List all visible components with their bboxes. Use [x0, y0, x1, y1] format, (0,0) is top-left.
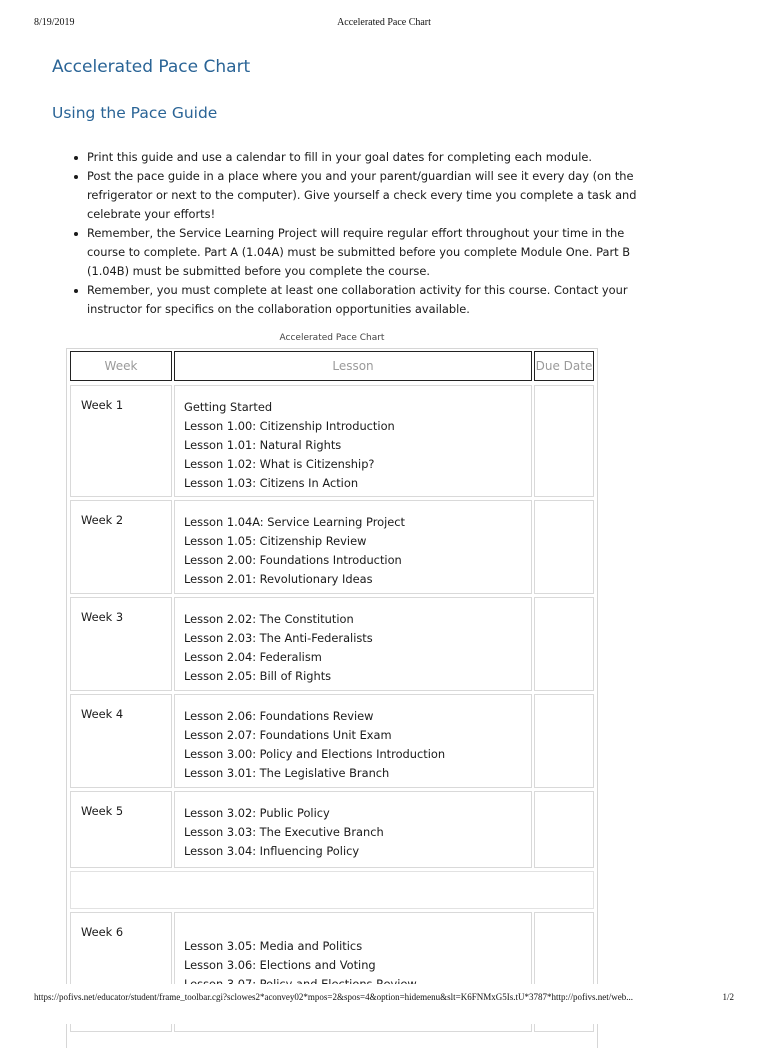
- page-number: 1/2: [722, 992, 734, 1002]
- lesson-item: Lesson 2.00: Foundations Introduction: [184, 553, 402, 567]
- lesson-item: Lesson 3.03: The Executive Branch: [184, 825, 384, 839]
- bullet-item: Remember, the Service Learning Project will require regular effort throughout your time in the course to complete. Part A (1.04A) must be submitted before you complete Module One. Part B (1.04B) must be submitted before you complete the course.: [87, 224, 657, 281]
- print-title: Accelerated Pace Chart: [337, 17, 431, 28]
- lesson-item: Lesson 3.01: The Legislative Branch: [184, 766, 390, 780]
- lessons-cell: [174, 791, 532, 868]
- week-cell: Week 1: [70, 385, 172, 497]
- lesson-item: Lesson 2.02: The Constitution: [184, 612, 354, 626]
- due-date-cell: [534, 694, 594, 788]
- week-cell: Week 4: [70, 694, 172, 788]
- due-date-cell: [534, 500, 594, 594]
- section-title: Using the Pace Guide: [52, 104, 218, 122]
- table-row: [67, 385, 597, 497]
- bullet-item: Print this guide and use a calendar to fill in your goal dates for completing each module.: [87, 148, 657, 167]
- pace-chart-table: [66, 348, 598, 1048]
- table-row: [67, 500, 597, 594]
- print-header: [34, 17, 734, 31]
- week-cell: Week 3: [70, 597, 172, 691]
- lesson-item: Lesson 1.05: Citizenship Review: [184, 534, 367, 548]
- lesson-item: Lesson 2.04: Federalism: [184, 650, 322, 664]
- lesson-item: Lesson 2.07: Foundations Unit Exam: [184, 728, 392, 742]
- lesson-item: Lesson 2.03: The Anti-Federalists: [184, 631, 373, 645]
- header-week: Week: [70, 351, 172, 381]
- lesson-item: Lesson 1.03: Citizens In Action: [184, 476, 359, 490]
- header-due-date: Due Date: [534, 351, 594, 381]
- lessons-cell: [174, 694, 532, 788]
- lessons-cell: [174, 385, 532, 497]
- lesson-item: Lesson 1.00: Citizenship Introduction: [184, 419, 395, 433]
- due-date-cell: [534, 597, 594, 691]
- lessons-cell: [174, 500, 532, 594]
- lesson-item: Lesson 1.02: What is Citizenship?: [184, 457, 375, 471]
- spacer-cell: [70, 871, 594, 909]
- due-date-cell: [534, 385, 594, 497]
- lesson-item: Lesson 3.00: Policy and Elections Introduction: [184, 747, 446, 761]
- lesson-item: Lesson 3.05: Media and Politics: [184, 939, 363, 953]
- lesson-item: Lesson 3.02: Public Policy: [184, 806, 330, 820]
- lessons-cell: [174, 597, 532, 691]
- lesson-item: Lesson 2.01: Revolutionary Ideas: [184, 572, 373, 586]
- lesson-item: Lesson 2.06: Foundations Review: [184, 709, 374, 723]
- week-cell: Week 6: [70, 912, 172, 1032]
- due-date-cell: [534, 791, 594, 868]
- table-row: [67, 791, 597, 868]
- bullet-item: Remember, you must complete at least one collaboration activity for this course. Contact your instructor for specifics on the collaboration opportunities available.: [87, 281, 657, 319]
- lesson-item: Lesson 1.01: Natural Rights: [184, 438, 342, 452]
- pace-guide-instructions: [52, 148, 657, 319]
- lesson-item: Lesson 3.06: Elections and Voting: [184, 958, 376, 972]
- page-title: Accelerated Pace Chart: [52, 57, 251, 77]
- week-cell: Week 2: [70, 500, 172, 594]
- table-row: [67, 694, 597, 788]
- week-cell: Week 5: [70, 791, 172, 868]
- lesson-item: Getting Started: [184, 400, 273, 414]
- print-date: 8/19/2019: [34, 17, 75, 28]
- table-caption: Accelerated Pace Chart: [279, 333, 385, 343]
- print-url[interactable]: https://pofivs.net/educator/student/frame_toolbar.cgi?sclowes2*aconvey02*mpos=2&spos=4&option=hidemenu&slt=K6FNMxG5Is.tU*3787*http://pofivs.net/web...: [34, 992, 633, 1002]
- header-lesson: Lesson: [174, 351, 532, 381]
- bullet-item: Post the pace guide in a place where you and your parent/guardian will see it every day (on the refrigerator or next to the computer). Give yourself a check every time you complete a task and celebrate your efforts!: [87, 167, 657, 224]
- table-spacer-row: [67, 871, 597, 909]
- print-footer: [34, 992, 734, 1006]
- lesson-item: Lesson 1.04A: Service Learning Project: [184, 515, 406, 529]
- lesson-item: Lesson 3.04: Influencing Policy: [184, 844, 360, 858]
- table-row: [67, 597, 597, 691]
- lesson-item: Lesson 2.05: Bill of Rights: [184, 669, 332, 683]
